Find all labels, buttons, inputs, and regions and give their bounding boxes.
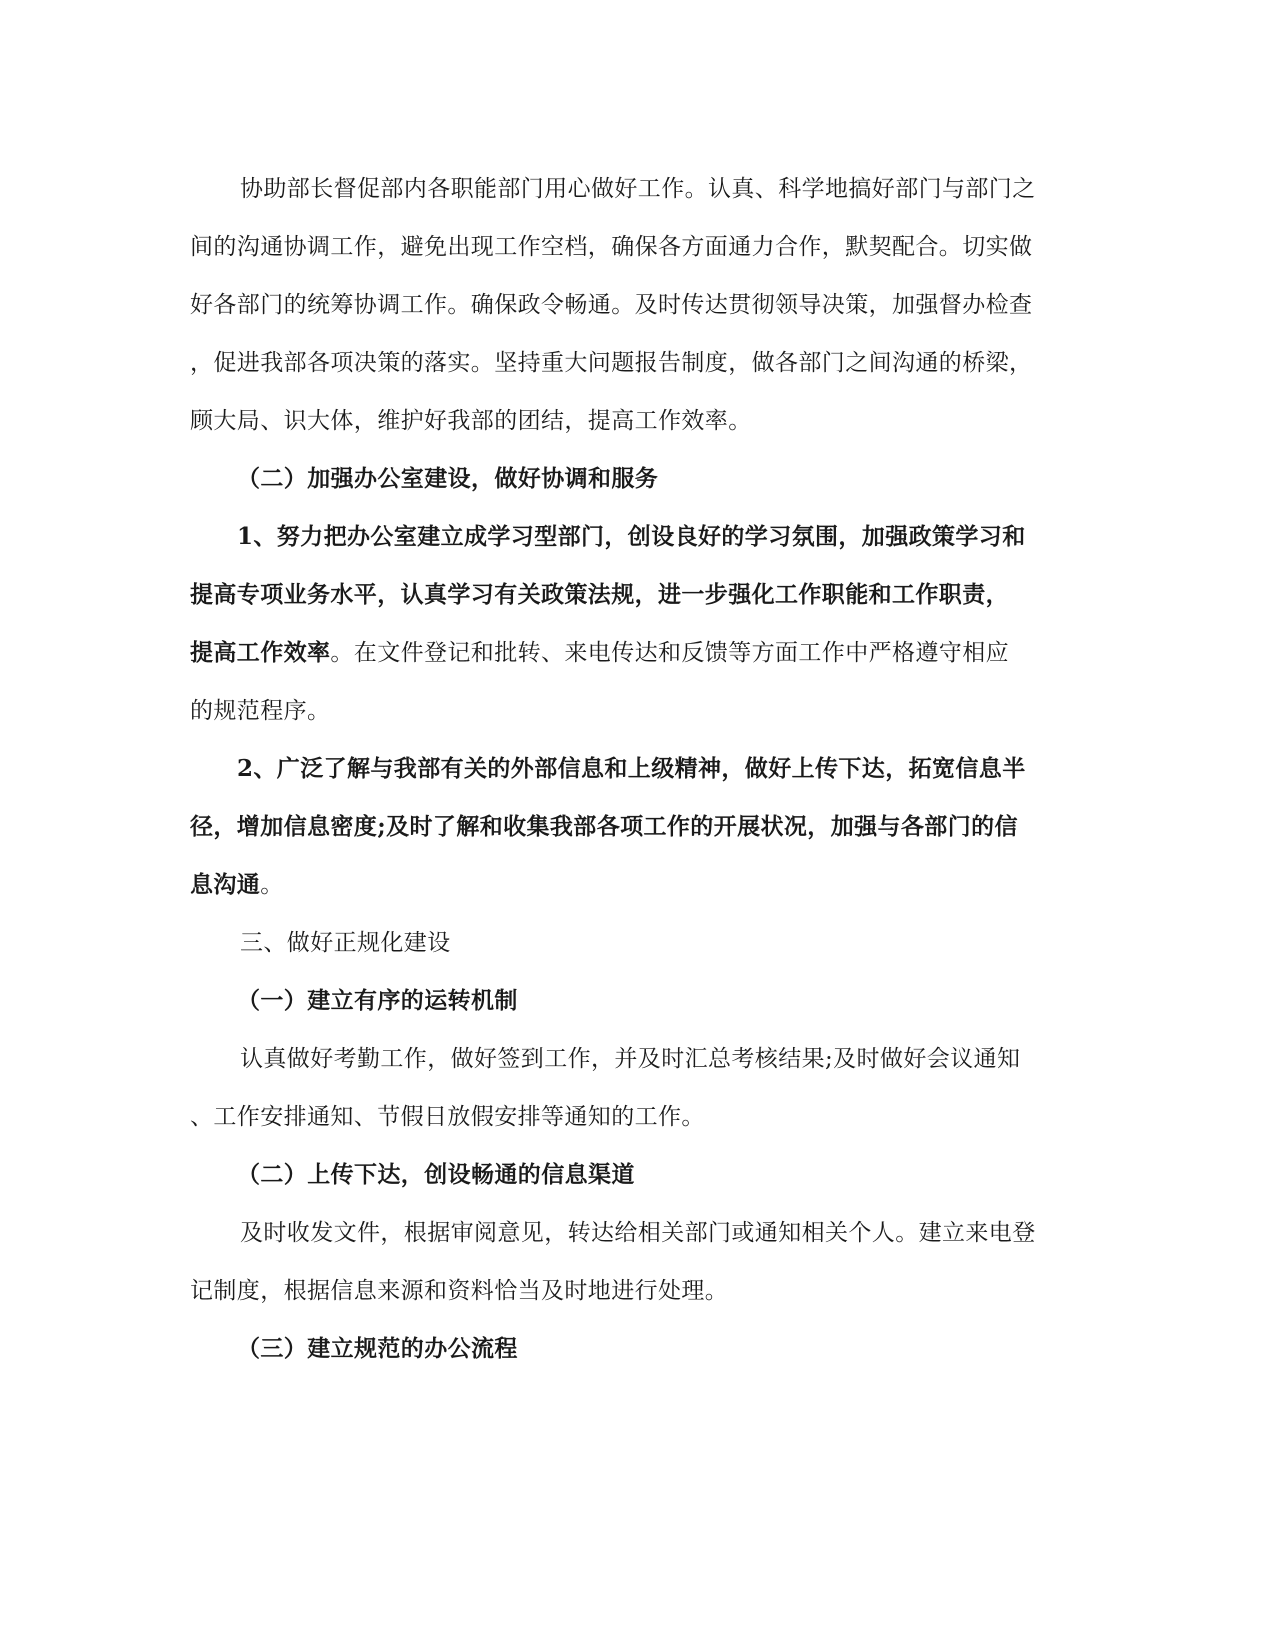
item2-line2: 径，增加信息密度;及时了解和收集我部各项工作的开展状况，加强与各部门的信 (190, 813, 1018, 840)
paragraph-line: 及时收发文件，根据审阅意见，转达给相关部门或通知相关个人。建立来电登 (240, 1220, 1036, 1246)
paragraph-line: 协助部长督促部内各职能部门用心做好工作。认真、科学地搞好部门与部门之 (240, 176, 1036, 202)
item2-line3-rest: 。 (260, 872, 284, 898)
paragraph-line: 顾大局、识大体，维护好我部的团结，提高工作效率。 (190, 408, 752, 434)
item2-line1: 2、广泛了解与我部有关的外部信息和上级精神，做好上传下达，拓宽信息半 (237, 755, 1026, 782)
item1-line3 (190, 624, 1065, 682)
subsection-1-heading: （一）建立有序的运转机制 (237, 987, 518, 1014)
paragraph-line: 好各部门的统筹协调工作。确保政令畅通。及时传达贯彻领导决策，加强督办检查 (190, 292, 1033, 318)
item1-line4: 的规范程序。 (190, 698, 331, 724)
paragraph-line: 认真做好考勤工作，做好签到工作，并及时汇总考核结果;及时做好会议通知 (240, 1046, 1021, 1072)
section-heading-2: （二）加强办公室建设，做好协调和服务 (237, 465, 659, 492)
paragraph-line: 、工作安排通知、节假日放假安排等通知的工作。 (190, 1104, 705, 1130)
subsection-2-heading: （二）上传下达，创设畅通的信息渠道 (237, 1161, 635, 1188)
item2-line3-bold: 息沟通 (190, 871, 261, 898)
subsection-3-heading: （三）建立规范的办公流程 (237, 1335, 518, 1362)
item1-line3-bold: 提高工作效率 (190, 639, 331, 666)
paragraph-line: ，促进我部各项决策的落实。坚持重大问题报告制度，做各部门之间沟通的桥梁， (190, 350, 1033, 376)
section-3-heading: 三、做好正规化建设 (240, 930, 451, 956)
item1-line3-rest: 。在文件登记和批转、来电传达和反馈等方面工作中严格遵守相应 (330, 640, 1010, 666)
item1-line2: 提高专项业务水平，认真学习有关政策法规，进一步强化工作职能和工作职责， (190, 581, 1009, 608)
item1-line1: 1、努力把办公室建立成学习型部门，创设良好的学习氛围，加强政策学习和 (237, 523, 1026, 550)
paragraph-line: 间的沟通协调工作，避免出现工作空档，确保各方面通力合作，默契配合。切实做 (190, 234, 1033, 260)
item2-line3 (190, 856, 1065, 914)
paragraph-line: 记制度，根据信息来源和资料恰当及时地进行处理。 (190, 1278, 729, 1304)
